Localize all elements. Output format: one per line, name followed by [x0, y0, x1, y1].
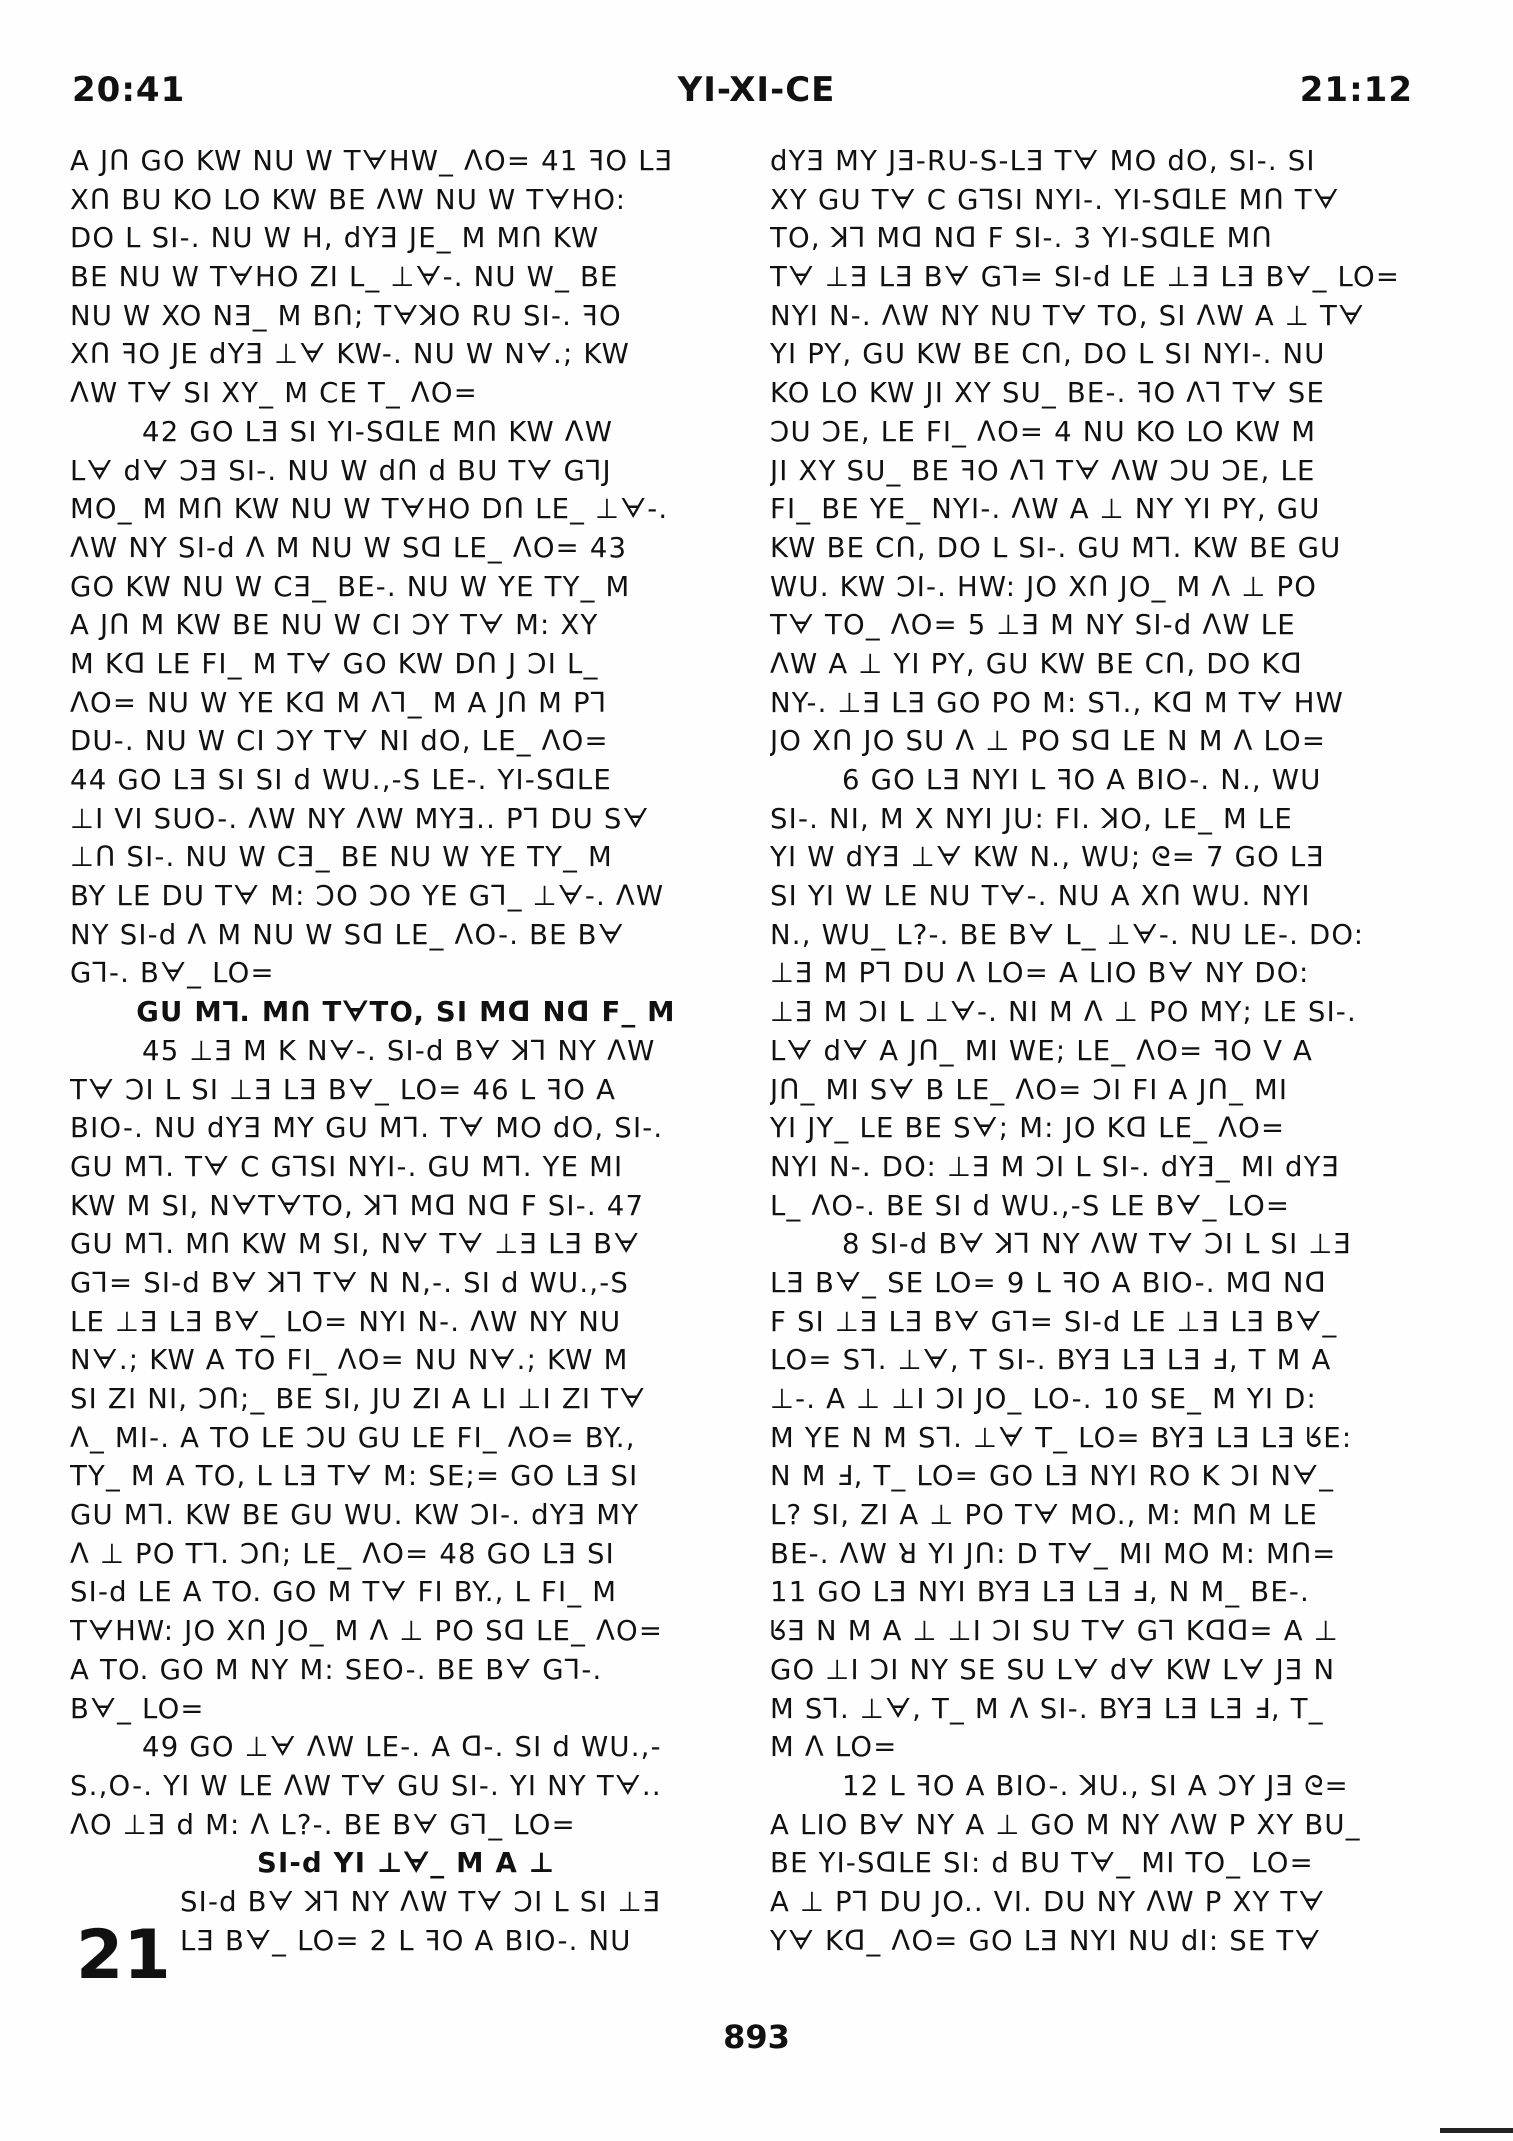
- text-line: A JՈ M KW BE NU W CI ƆY Tᗄ M: XY: [70, 609, 599, 642]
- text-line: XՈ ꟻO JE dYƎ ⊥ᗄ KW-. NU W Nᗄ.; KW: [70, 338, 631, 371]
- text-line: ƆU ƆE, LE FI_ ᐱO= 4 NU KO LO KW M: [770, 415, 1317, 448]
- text-line: M Kᗡ LE FI_ M Tᗄ GO KW DՈ J ƆI L_: [70, 647, 599, 680]
- text-line: ᐱW NY SI-d ᐱ M NU W Sᗡ LE_ ᐱO= 43: [70, 531, 628, 564]
- text-line: NY-. ⊥Ǝ LƎ GO PO M: Sꓶ., Kᗡ M Tᗄ HW: [770, 686, 1345, 719]
- text-line: WU. KW ƆI-. HW: JO XՈ JO_ M ᐱ ⊥ PO: [770, 570, 1318, 603]
- running-head-right: 21:12: [1299, 70, 1413, 110]
- text-line: ᐱW Tᗄ SI XY_ M CE T_ ᐱO=: [70, 377, 478, 410]
- text-line: DO L SI-. NU W H, dYƎ JE_ M MՈ KW: [70, 222, 600, 255]
- text-line: 44 GO LƎ SI SI d WU.,-S LE-. YI-SᗡLE: [70, 764, 612, 796]
- text-line: Tᗄ ⊥Ǝ LƎ Bᗄ Gꓶ= SI-d LE ⊥Ǝ LƎ Bᗄ_ LO=: [770, 261, 1401, 294]
- text-line: M Sꓶ. ⊥ᗄ, T_ M ᐱ SI-. BYƎ LƎ LƎ Ⅎ, T_: [770, 1692, 1324, 1725]
- text-line: BIO-. NU dYƎ MY GU Mꓶ. Tᗄ MO dO, SI-.: [70, 1112, 664, 1145]
- text-line: ⊥Ո SI-. NU W CƎ_ BE NU W YE TY_ M: [70, 841, 613, 874]
- text-line: A JՈ GO KW NU W TᗄHW_ ᐱO= 41 ꟻO LƎ: [70, 145, 674, 177]
- text-line: Nᗄ.; KW A TO FI_ ᐱO= NU Nᗄ.; KW M: [70, 1344, 629, 1377]
- text-line: GU Mꓶ. KW BE GU WU. KW ƆI-. dYƎ MY: [70, 1499, 640, 1532]
- text-line: N., WU_ L?-. BE Bᗄ L_ ⊥ᗄ-. NU LE-. DO:: [770, 918, 1365, 951]
- text-line: KW M SI, NᗄTᗄTO, ꓘꓶ Mᗡ Nᗡ F SI-. 47: [70, 1189, 645, 1222]
- text-line: Bᗄ_ LO=: [70, 1692, 205, 1725]
- section-heading: SI-d YI ⊥ᗄ_ M A ⊥: [256, 1847, 556, 1880]
- running-head-title: YI-XI-CE: [677, 70, 836, 110]
- text-line: GO KW NU W CƎ_ BE-. NU W YE TY_ M: [70, 570, 631, 603]
- text-line: XՈ BU KO LO KW BE ᐱW NU W TᗄHO:: [70, 183, 627, 216]
- text-line: JO XՈ JO SU ᐱ ⊥ PO Sᗡ LE N M ᐱ LO=: [770, 725, 1327, 758]
- text-line: TO, ꓘꓶ Mᗡ Nᗡ F SI-. 3 YI-SᗡLE MՈ: [770, 222, 1273, 255]
- text-line: 8 SI-d Bᗄ ꓘꓶ NY ᐱW Tᗄ ƆI L SI ⊥Ǝ: [842, 1228, 1353, 1261]
- text-line: KO LO KW JI XY SU_ BE-. ꟻO ᐱꓶ Tᗄ SE: [770, 377, 1326, 410]
- text-line: F SI ⊥Ǝ LƎ Bᗄ Gꓶ= SI-d LE ⊥Ǝ LƎ Bᗄ_: [770, 1305, 1338, 1338]
- text-line: ᐱW A ⊥ YI PY, GU KW BE CՈ, DO Kᗡ: [770, 647, 1303, 680]
- text-line: NYI N-. DO: ⊥Ǝ M ƆI L SI-. dYƎ_ MI dYƎ: [770, 1150, 1341, 1183]
- running-head-left: 20:41: [72, 70, 186, 110]
- text-column-left: [70, 142, 742, 1960]
- text-line: SI ZI NI, ƆՈ;_ BE SI, JU ZI A LI ⊥I ZI Tᗄ: [70, 1383, 647, 1415]
- text-line: Tᗄ TO_ ᐱO= 5 ⊥Ǝ M NY SI-d ᐱW LE: [770, 609, 1296, 642]
- text-line: M YE N M Sꓶ. ⊥ᗄ T_ LO= BYƎ LƎ LƎ ᖉE:: [770, 1421, 1353, 1454]
- text-line: 45 ⊥Ǝ M K Nᗄ-. SI-d Bᗄ ꓘꓶ NY ᐱW: [142, 1034, 656, 1067]
- text-line: ⊥-. A ⊥ ⊥I ƆI JO_ LO-. 10 SE_ M YI D:: [770, 1383, 1318, 1415]
- text-line: A ⊥ Pꓶ DU JO.. VI. DU NY ᐱW P XY Tᗄ: [770, 1885, 1326, 1918]
- text-line: LO= Sꓶ. ⊥ᗄ, T SI-. BYƎ LƎ LƎ Ⅎ, T M A: [770, 1344, 1332, 1377]
- text-line: ᐱ_ MI-. A TO LE ƆU GU LE FI_ ᐱO= BY.,: [70, 1421, 636, 1454]
- text-line: M ᐱ LO=: [770, 1731, 898, 1764]
- text-line: FI_ BE YE_ NYI-. ᐱW A ⊥ NY YI PY, GU: [770, 493, 1321, 526]
- text-line: A TO. GO M NY M: SEO-. BE Bᗄ Gꓶ-.: [70, 1653, 603, 1686]
- text-line: XY GU Tᗄ C GꓶSI NYI-. YI-SᗡLE MՈ Tᗄ: [770, 183, 1340, 216]
- text-line: 11 GO LƎ NYI BYƎ LƎ LƎ Ⅎ, N M_ BE-.: [770, 1576, 1310, 1609]
- text-line: BE YI-SᗡLE SI: d BU Tᗄ_ MI TO_ LO=: [770, 1847, 1314, 1880]
- text-line: Gꓶ= SI-d Bᗄ ꓘꓶ Tᗄ N N,-. SI d WU.,-S: [70, 1266, 630, 1299]
- text-line: ᖉƎ N M A ⊥ ⊥I ƆI SU Tᗄ Gꓶ Kᗡᗡ= A ⊥: [770, 1615, 1339, 1648]
- text-line: Lᗄ dᗄ ƆƎ SI-. NU W dՈ d BU Tᗄ GꓶJ: [70, 454, 612, 487]
- text-line: TᗄHW: JO XՈ JO_ M ᐱ ⊥ PO Sᗡ LE_ ᐱO=: [70, 1615, 664, 1648]
- text-line: YI PY, GU KW BE CՈ, DO L SI NYI-. NU: [770, 338, 1326, 371]
- text-line: Tᗄ ƆI L SI ⊥Ǝ LƎ Bᗄ_ LO= 46 L ꟻO A: [70, 1073, 617, 1106]
- text-line: ᐱO= NU W YE Kᗡ M ᐱꓶ_ M A JՈ M Pꓶ: [70, 686, 608, 719]
- text-line: 42 GO LƎ SI YI-SᗡLE MՈ KW ᐱW: [142, 415, 614, 448]
- text-line: ⊥Ǝ M Pꓶ DU ᐱ LO= A LIO Bᗄ NY DO:: [770, 957, 1310, 990]
- text-line: BE-. ᐱW ꓤ YI JՈ: D Tᗄ_ MI MO M: MՈ=: [770, 1537, 1337, 1570]
- text-line: NYI N-. ᐱW NY NU Tᗄ TO, SI ᐱW A ⊥ Tᗄ: [770, 299, 1366, 332]
- text-line: DU-. NU W CI ƆY Tᗄ NI dO, LE_ ᐱO=: [70, 725, 609, 758]
- text-line: Gꓶ-. Bᗄ_ LO=: [70, 957, 275, 990]
- text-line: SI-d LE A TO. GO M Tᗄ FI BY., L FI_ M: [70, 1576, 618, 1609]
- text-line: Lᗄ dᗄ A JՈ_ MI WE; LE_ ᐱO= ꟻO V A: [770, 1034, 1314, 1067]
- text-line: A LIO Bᗄ NY A ⊥ GO M NY ᐱW P XY BU_: [770, 1808, 1361, 1841]
- text-line: dYƎ MY JƎ-RU-S-LƎ Tᗄ MO dO, SI-. SI: [770, 145, 1316, 177]
- text-line: GU Mꓶ. Tᗄ C GꓶSI NYI-. GU Mꓶ. YE MI: [70, 1150, 624, 1183]
- text-line: JՈ_ MI Sᗄ B LE_ ᐱO= ƆI FI A JՈ_ MI: [770, 1073, 1289, 1106]
- text-line: SI-. NI, M X NYI JU: FI. ꓘO, LE_ M LE: [770, 802, 1293, 835]
- text-line: Yᗄ Kᗡ_ ᐱO= GO LƎ NYI NU dI: SE Tᗄ: [770, 1924, 1322, 1957]
- text-line: TY_ M A TO, L LƎ Tᗄ M: SE;= GO LƎ SI: [70, 1460, 639, 1493]
- text-line: LE ⊥Ǝ LƎ Bᗄ_ LO= NYI N-. ᐱW NY NU: [70, 1305, 622, 1338]
- chapter-number: 21: [76, 1916, 171, 1995]
- text-line: BE NU W TᗄHO ZI L_ ⊥ᗄ-. NU W_ BE: [70, 261, 619, 294]
- text-line: MO_ M MՈ KW NU W TᗄHO DՈ LE_ ⊥ᗄ-.: [70, 493, 669, 526]
- text-line: 49 GO ⊥ᗄ ᐱW LE-. A ᗡ-. SI d WU.,-: [142, 1731, 662, 1764]
- text-line: BY LE DU Tᗄ M: ƆO ƆO YE Gꓶ_ ⊥ᗄ-. ᐱW: [70, 880, 665, 913]
- text-line: YI JY_ LE BE Sᗄ; M: JO Kᗡ LE_ ᐱO=: [770, 1112, 1286, 1145]
- text-line: JI XY SU_ BE ꟻO ᐱꓶ Tᗄ ᐱW ƆU ƆE, LE: [770, 454, 1316, 487]
- text-line: SI YI W LE NU Tᗄ-. NU A XՈ WU. NYI: [770, 880, 1311, 913]
- text-line: ᐱ ⊥ PO Tꓶ. ƆՈ; LE_ ᐱO= 48 GO LƎ SI: [70, 1537, 615, 1570]
- text-line: KW BE CՈ, DO L SI-. GU Mꓶ. KW BE GU: [770, 531, 1342, 564]
- section-heading: GU Mꓶ. MՈ TᗄTO, SI Mᗡ Nᗡ F_ M: [136, 996, 676, 1029]
- text-line: SI-d Bᗄ ꓘꓶ NY ᐱW Tᗄ ƆI L SI ⊥Ǝ: [180, 1885, 662, 1918]
- text-line: ⊥I VI SUO-. ᐱW NY ᐱW MYƎ.. Pꓶ DU Sᗄ: [70, 802, 650, 835]
- page-number: 893: [723, 2018, 790, 2056]
- text-line: NU W XO NƎ_ M BՈ; TᗄꓘO RU SI-. ꟻO: [70, 299, 622, 332]
- text-line: LƎ Bᗄ_ LO= 2 L ꟻO A BIO-. NU: [180, 1924, 632, 1957]
- text-line: N M Ⅎ, T_ LO= GO LƎ NYI RO K ƆI Nᗄ_: [770, 1460, 1335, 1493]
- text-line: GU Mꓶ. MՈ KW M SI, Nᗄ Tᗄ ⊥Ǝ LƎ Bᗄ: [70, 1228, 641, 1261]
- text-line: 12 L ꟻO A BIO-. ꓘU., SI A ƆY JƎ ᘓ=: [842, 1769, 1349, 1802]
- text-line: NY SI-d ᐱ M NU W Sᗡ LE_ ᐱO-. BE Bᗄ: [70, 918, 625, 951]
- corner-rule: [1440, 2128, 1513, 2133]
- text-line: 6 GO LƎ NYI L ꟻO A BIO-. N., WU: [842, 764, 1322, 796]
- text-column-right: [770, 142, 1418, 1960]
- text-line: YI W dYƎ ⊥ᗄ KW N., WU; ᘓ= 7 GO LƎ: [770, 841, 1326, 874]
- text-line: S.,O-. YI W LE ᐱW Tᗄ GU SI-. YI NY Tᗄ..: [70, 1769, 662, 1802]
- text-line: GO ⊥I ƆI NY SE SU Lᗄ dᗄ KW Lᗄ JƎ N: [770, 1653, 1336, 1686]
- text-line: ᐱO ⊥Ǝ d M: ᐱ L?-. BE Bᗄ Gꓶ_ LO=: [70, 1808, 576, 1841]
- text-line: L_ ᐱO-. BE SI d WU.,-S LE Bᗄ_ LO=: [770, 1189, 1291, 1222]
- text-line: L? SI, ZI A ⊥ PO Tᗄ MO., M: MՈ M LE: [770, 1499, 1319, 1532]
- text-line: ⊥Ǝ M ƆI L ⊥ᗄ-. NI M ᐱ ⊥ PO MY; LE SI-.: [770, 996, 1357, 1029]
- text-line: LƎ Bᗄ_ SE LO= 9 L ꟻO A BIO-. Mᗡ Nᗡ: [770, 1266, 1327, 1299]
